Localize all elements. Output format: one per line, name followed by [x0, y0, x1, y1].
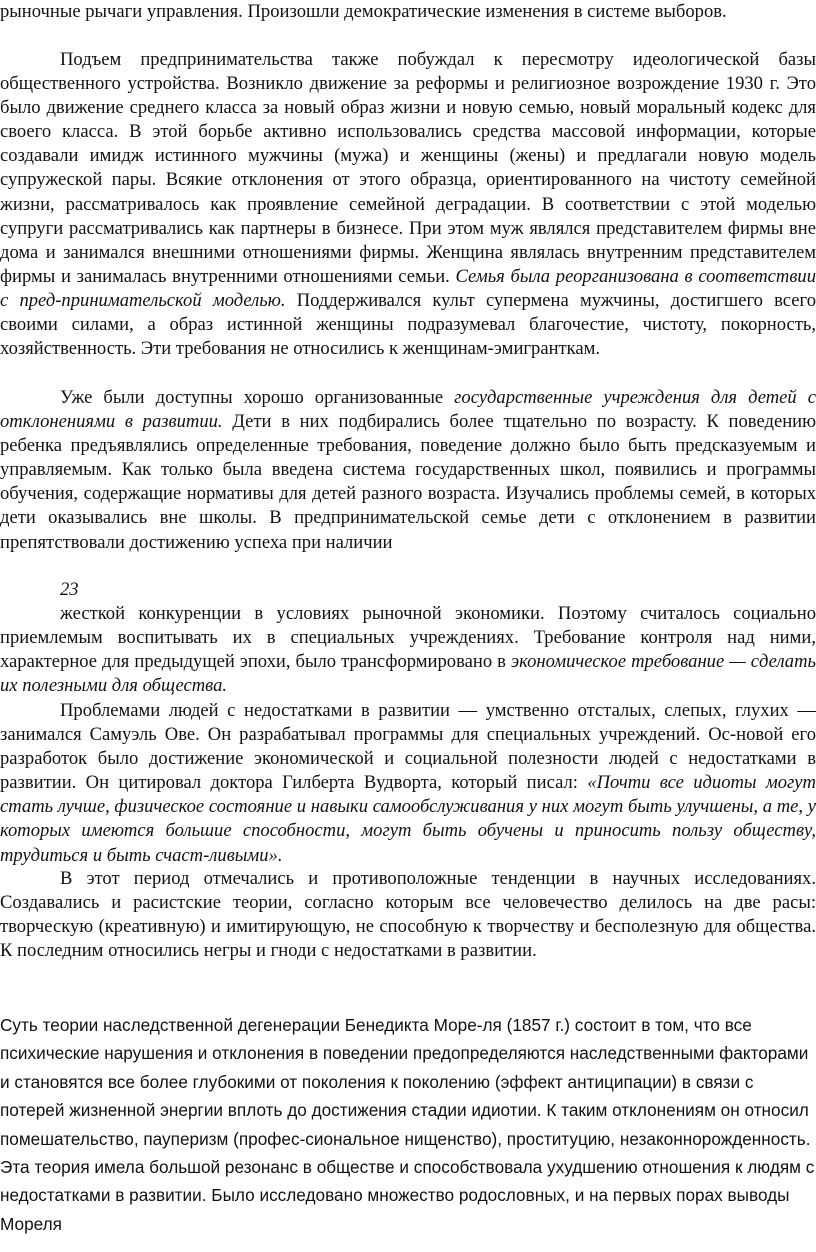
italic-text: Семья была реорганизована в соответствии с пред-принимательской моделью. [0, 265, 816, 311]
text-run: Дети в них подбирались более тщательно по возрасту. К поведению ребенка предъявлялись определенные требования, поведение должно было быть предсказуемым и управляемым. Как только была введена система государственных школ, появились и программы обучения, содержащие нормативы для детей разного возраста. Изучались проблемы семей, в которых дети оказывались вне школы. В предпринимательской семье дети с отклонением в развитии препятствовали достижению успеха при наличии [0, 411, 816, 553]
paragraph-7 [0, 1011, 816, 1238]
text-run: жесткой конкуренции в условиях рыночной экономики. Поэтому считалось социально приемлемым воспитывать их в специальных учреждениях. Требование контроля над ними, характерное для предыдущей эпохи, было трансформировано в [0, 603, 816, 673]
text-run: Уже были доступны хорошо организованные [60, 387, 455, 408]
text-run: Суть теории наследственной дегенерации Бенедикта Море-ля (1857 г.) состоит в том, что все психические нарушения и отклонения в поведении предопределяются наследственными факторами и становятся все более глубокими от поколения к поколению (эффект антиципации) в связи с потерей жизненной энергии вплоть до достижения стадии идиотии. К таким отклонениям он относил помешательство, пауперизм (профес-сиональное нищенство), проституцию, незаконнорожденность. Эта теория имела большой резонанс в обществе и способствовала ухудшению отношения к людям с недостатками в развитии. Было исследовано множество родословных, и на первых порах выводы Мореля [0, 1015, 815, 1234]
page-number: 23 [60, 579, 79, 600]
paragraph-4 [0, 602, 816, 698]
paragraph-5 [0, 699, 816, 868]
paragraph-2 [0, 48, 816, 361]
paragraph-1 [0, 0, 816, 24]
text-run: рыночные рычаги управления. Произошли демократические изменения в системе выборов. [0, 1, 727, 22]
paragraph-6 [0, 867, 816, 963]
italic-text: государственные учреждения для детей с отклонениями в развитии. [0, 387, 816, 433]
italic-text: экономическое требование — сделать их полезными для общества. [0, 651, 816, 697]
paragraph-3 [0, 386, 816, 555]
text-run: Проблемами людей с недостатками в развитии — умственно отсталых, слепых, глухих — занимался Самуэль Ове. Он разрабатывал программы для специальных учреждений. Ос-новой его разработок было достижение экономической и социальной полезности людей с недостатками в развитии. Он цитировал доктора Гилберта Вудворта, который писал: [0, 700, 816, 794]
text-run: Поддерживался культ супермена мужчины, достигшего всего своими силами, а образ истинной женщины подразумевал благочестие, чистоту, покорность, хозяйственность. Эти требования не относились к женщинам-эмигранткам. [0, 289, 816, 360]
italic-text: «Почти все идиоты могут стать лучше, физическое состояние и навыки самообслуживания у них могут быть улучшены, а те, у которых имеются большие способности, могут быть обучены и приносить пользу обществу, трудиться и быть счаст-ливыми». [0, 772, 816, 866]
text-run: В этот период отмечались и противоположные тенденции в научных исследованиях. Создавались и расистские теории, согласно которым все человечество делилось на две расы: творческую (креативную) и имитирующую, не способную к творчеству и бесполезную для общества. К последним относились негры и гноди с недостатками в развитии. [0, 868, 816, 962]
text-run: Подъем предпринимательства также побуждал к пересмотру идеологической базы общественного устройства. Возникло движение за реформы и религиозное возрождение 1930 г. Это было движение среднего класса за новый образ жизни и новую семью, новый моральный кодекс для своего класса. В этой борьбе активно использовались средства массовой информации, которые создавали имидж истинного мужчины (мужа) и женщины (жены) и предлагали новую модель супружеской пары. Всякие отклонения от этого образца, ориентированного на чистоту семейной жизни, рассматривалось как проявление семейной деградации. В соответствии с этой моделью супруги рассматривались как партнеры в бизнесе. При этом муж являлся представителем фирмы вне дома и занимался внешними отношениями фирмы. Женщина являлась внутренним представителем фирмы и занималась внутренними отношениями семьи. [0, 49, 816, 287]
